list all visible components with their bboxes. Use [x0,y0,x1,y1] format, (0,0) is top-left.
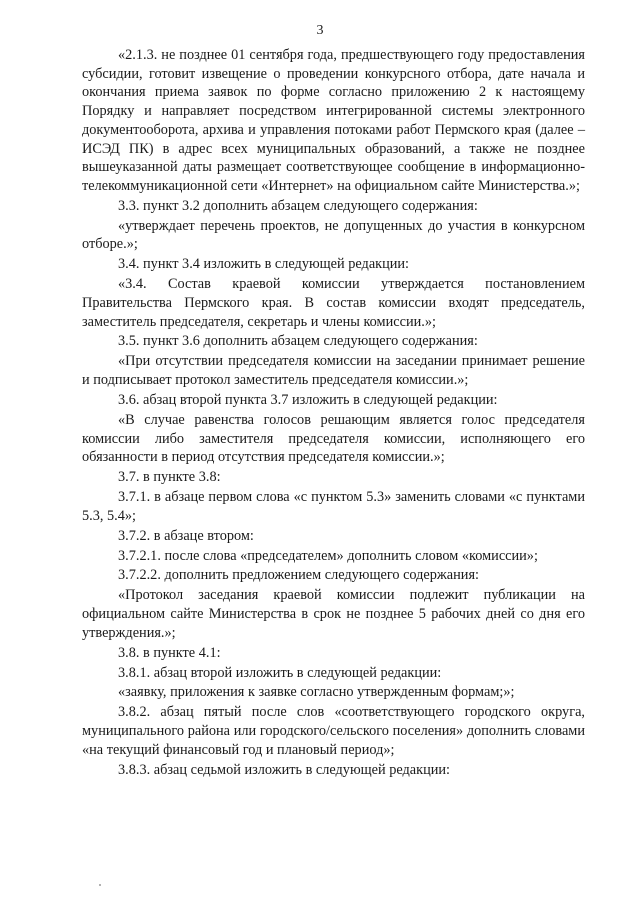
paragraph-2-1-3: «2.1.3. не позднее 01 сентября года, предшествующего году предоставления субсидии, готовит извещение о проведении конкурсного отбора, дате начала и окончания приема заявок по форме согласно приложению 2 к настоящему Порядку и направляет посредством интегрированной системы электронного документооборота, архива и управления потоками работ Пермского края (далее – ИСЭД ПК) в адрес всех муниципальных образований, а также не позднее вышеуказанной даты размещает соответствующее сообщение в информационно-телекоммуникационной сети «Интернет» на официальном сайте Министерства.»; [82,47,585,194]
paragraph-3-6-quote: «В случае равенства голосов решающим является голос председателя комиссии либо заместителя председателя комиссии, исполняющего его обязанности в период отсутствия председателя комиссии.»; [82,411,585,466]
paragraph-3-3: 3.3. пункт 3.2 дополнить абзацем следующего содержания: [118,197,478,214]
paragraph-3-8-1-quote: «заявку, приложения к заявке согласно утвержденным формам;»; [118,684,515,701]
paragraph-3-8-1: 3.8.1. абзац второй изложить в следующей редакции: [118,664,442,681]
paragraph-3-7: 3.7. в пункте 3.8: [118,469,221,486]
scan-speck [99,884,101,886]
paragraph-3-8-3: 3.8.3. абзац седьмой изложить в следующей редакции: [118,761,451,778]
paragraph-3-4-quote: «3.4. Состав краевой комиссии утверждается постановлением Правительства Пермского края. В состав комиссии входят председатель, заместитель председателя, секретарь и члены комиссии.»; [82,276,585,330]
paragraph-3-8-2: 3.8.2. абзац пятый после слов «соответствующего городского округа, муниципального района или городского/сельского поселения» дополнить словами «на текущий финансовый год и плановый период»; [82,704,585,758]
paragraph-3-6: 3.6. абзац второй пункта 3.7 изложить в следующей редакции: [118,391,498,408]
page-number: 3 [316,23,324,38]
paragraph-3-3-quote: «утверждает перечень проектов, не допущенных до участия в конкурсном отборе.»; [82,217,585,253]
paragraph-3-7-2: 3.7.2. в абзаце втором: [118,527,254,544]
paragraph-3-7-2-1: 3.7.2.1. после слова «председателем» дополнить словом «комиссии»; [118,547,538,564]
paragraph-3-4: 3.4. пункт 3.4 изложить в следующей редакции: [118,256,410,273]
paragraph-3-5: 3.5. пункт 3.6 дополнить абзацем следующего содержания: [118,333,478,350]
paragraph-3-7-2-2: 3.7.2.2. дополнить предложением следующего содержания: [118,567,479,584]
paragraph-3-5-quote: «При отсутствии председателя комиссии на заседании принимает решение и подписывает протокол заместитель председателя комиссии.»; [82,353,585,389]
paragraph-3-7-1: 3.7.1. в абзаце первом слова «с пунктом 5.3» заменить словами «с пунктами 5.3, 5.4»; [82,489,585,524]
document-body [82,46,585,779]
paragraph-3-7-2-2-quote: «Протокол заседания краевой комиссии подлежит публикации на официальном сайте Министерства в срок не позднее 5 рабочих дней со дня его утверждения.»; [82,587,585,641]
paragraph-3-8: 3.8. в пункте 4.1: [118,644,221,661]
